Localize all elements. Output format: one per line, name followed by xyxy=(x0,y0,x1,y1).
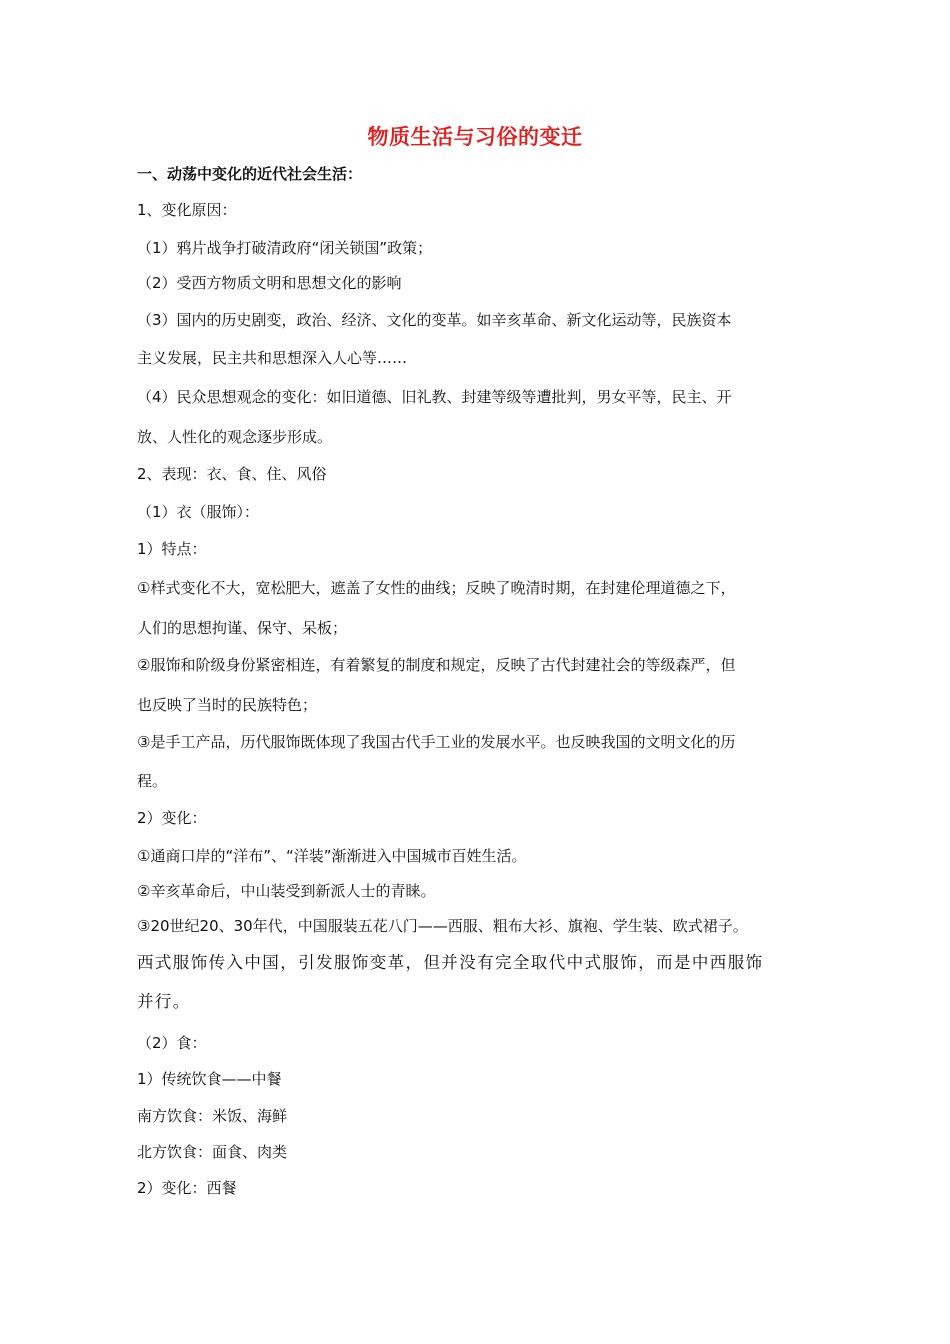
paragraph-line: 北方饮食：面食、肉类 xyxy=(137,1143,288,1161)
paragraph-line: （1）鸦片战争打破清政府“闭关锁国”政策； xyxy=(137,239,433,257)
paragraph-line: 西式服饰传入中国，引发服饰变革，但并没有完全取代中式服饰，而是中西服饰 xyxy=(137,953,764,972)
paragraph-line: 南方饮食：米饭、海鲜 xyxy=(137,1107,288,1125)
paragraph-line: ①通商口岸的“洋布”、“洋装”渐渐进入中国城市百姓生活。 xyxy=(137,847,527,865)
paragraph-line: ③是手工产品，历代服饰既体现了我国古代手工业的发展水平。也反映我国的文明文化的历 xyxy=(137,733,736,751)
paragraph-line: 也反映了当时的民族特色； xyxy=(137,696,318,714)
paragraph-line: （4）民众思想观念的变化：如旧道德、旧礼教、封建等级等遭批判，男女平等，民主、开 xyxy=(137,388,732,406)
paragraph-line: 程。 xyxy=(137,772,168,790)
paragraph-line: 主义发展，民主共和思想深入人心等…… xyxy=(137,349,408,367)
paragraph-line: ②服饰和阶级身份紧密相连，有着繁复的制度和规定，反映了古代封建社会的等级森严，但 xyxy=(137,656,736,674)
paragraph-line: （3）国内的历史剧变，政治、经济、文化的变革。如辛亥革命、新文化运动等，民族资本 xyxy=(137,311,732,329)
paragraph-line: 2、表现：衣、食、住、风俗 xyxy=(137,465,327,483)
paragraph-line: ②辛亥革命后，中山装受到新派人士的青睐。 xyxy=(137,882,436,900)
paragraph-line: 1）特点： xyxy=(137,540,207,558)
paragraph-line: （2）食： xyxy=(137,1034,207,1052)
paragraph-line: ①样式变化不大，宽松肥大，遮盖了女性的曲线；反映了晚清时期，在封建伦理道德之下， xyxy=(137,579,736,597)
paragraph-line: 1）传统饮食——中餐 xyxy=(137,1070,282,1088)
paragraph-line: 放、人性化的观念逐步形成。 xyxy=(137,428,333,446)
paragraph-line: 并行。 xyxy=(137,992,191,1011)
paragraph-line: 1、变化原因： xyxy=(137,201,237,219)
paragraph-line: 2）变化： xyxy=(137,809,207,827)
section-heading: 一、动荡中变化的近代社会生活： xyxy=(137,165,363,183)
paragraph-line: 2）变化：西餐 xyxy=(137,1179,237,1197)
paragraph-line: 人们的思想拘谨、保守、呆板； xyxy=(137,619,348,637)
paragraph-line: （1）衣（服饰）： xyxy=(137,503,260,521)
paragraph-line: ③20世纪20、30年代，中国服装五花八门——西服、粗布大衫、旗袍、学生装、欧式裙子。 xyxy=(137,917,748,935)
document-title: 物质生活与习俗的变迁 xyxy=(367,125,583,149)
paragraph-line: （2）受西方物质文明和思想文化的影响 xyxy=(137,274,402,292)
